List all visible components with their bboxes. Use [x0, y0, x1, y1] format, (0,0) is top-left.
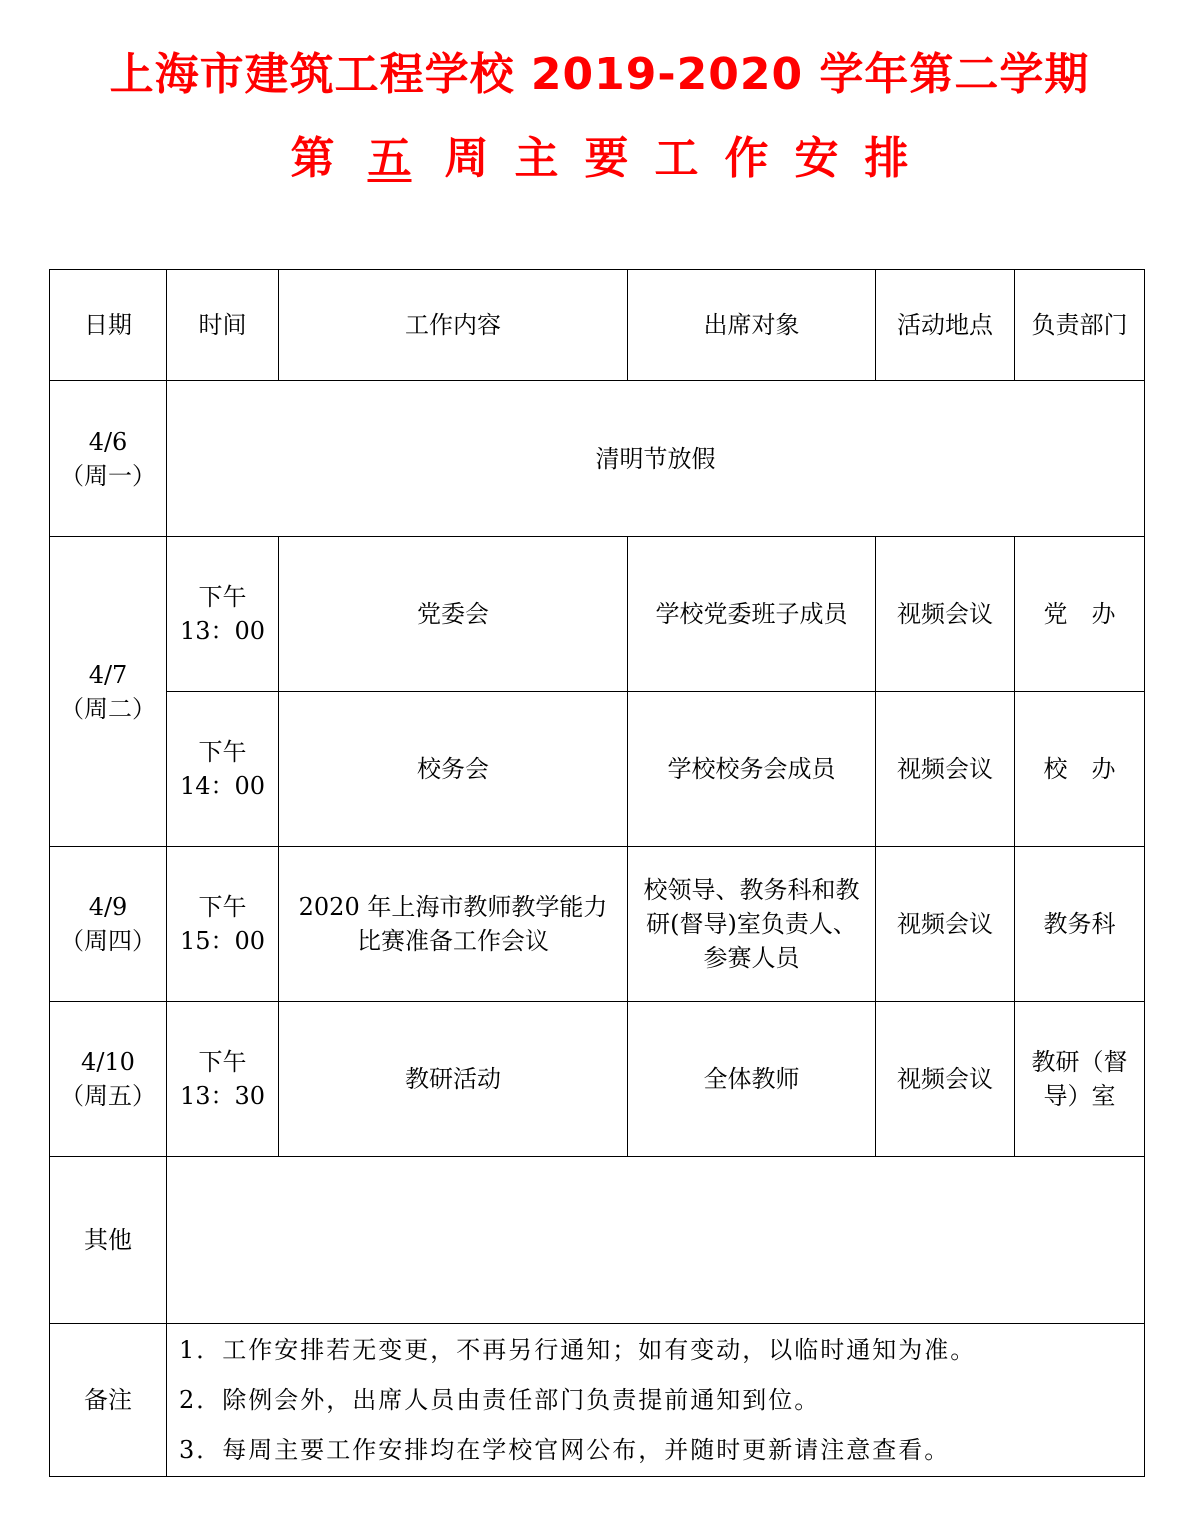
time-value: 13：00: [179, 617, 266, 645]
weekday-value: （周四）: [60, 927, 156, 955]
subtitle-char: 主: [514, 133, 559, 184]
weekday-value: （周一）: [60, 461, 156, 490]
header-department: 负责部门: [1015, 270, 1145, 381]
content-cell: 校务会: [279, 692, 628, 847]
notes-content: [167, 1324, 1145, 1477]
other-label: 其他: [50, 1157, 167, 1324]
schedule-table: [49, 269, 1145, 1477]
time-period: 下午: [198, 1048, 247, 1076]
department-line: 教研（督: [1031, 1048, 1128, 1076]
subtitle-char: 作: [724, 133, 769, 184]
subtitle-char: 要: [584, 133, 629, 184]
content-line: 2020 年上海市教师教学能力: [298, 893, 608, 921]
other-row: [50, 1157, 1145, 1324]
holiday-cell: 清明节放假: [167, 381, 1145, 537]
weekday-value: （周五）: [60, 1082, 156, 1110]
department-cell: 校 办: [1015, 692, 1145, 847]
attendees-cell: 全体教师: [628, 1002, 876, 1157]
header-time: 时间: [167, 270, 279, 381]
table-row: [50, 847, 1145, 1002]
content-cell: 教研活动: [279, 1002, 628, 1157]
date-value: 4/6: [88, 427, 128, 456]
subtitle-prefix: 第: [290, 133, 335, 184]
date-value: 4/9: [88, 893, 128, 921]
subtitle-char: 排: [864, 133, 909, 184]
attendees-line: 参赛人员: [703, 944, 800, 972]
department-cell: 教务科: [1015, 847, 1145, 1002]
time-cell: [167, 1002, 279, 1157]
note-item: 2．除例会外，出席人员由责任部门负责提前通知到位。: [179, 1386, 821, 1414]
content-cell: 党委会: [279, 537, 628, 692]
subtitle-char: 工: [654, 133, 699, 184]
time-value: 13：30: [179, 1082, 266, 1110]
attendees-cell: 学校党委班子成员: [628, 537, 876, 692]
notes-label: 备注: [50, 1324, 167, 1477]
date-value: 4/7: [88, 660, 128, 689]
location-cell: 视频会议: [876, 692, 1015, 847]
content-line: 比赛准备工作会议: [357, 927, 549, 955]
header-content: 工作内容: [279, 270, 628, 381]
location-cell: 视频会议: [876, 537, 1015, 692]
date-value: 4/10: [81, 1048, 135, 1076]
time-period: 下午: [198, 738, 247, 766]
time-cell: [167, 692, 279, 847]
note-item: 3．每周主要工作安排均在学校官网公布，并随时更新请注意查看。: [179, 1436, 951, 1464]
attendees-line: 校领导、教务科和教: [643, 876, 860, 904]
table-header-row: [50, 270, 1145, 381]
attendees-cell: 学校校务会成员: [628, 692, 876, 847]
subtitle-char: 周: [444, 133, 489, 184]
table-row: [50, 692, 1145, 847]
table-row: [50, 537, 1145, 692]
weekday-value: （周二）: [60, 694, 156, 723]
other-value: [167, 1157, 1145, 1324]
notes-row: [50, 1324, 1145, 1477]
date-cell: [50, 381, 167, 537]
time-period: 下午: [198, 583, 247, 611]
department-cell: [1015, 1002, 1145, 1157]
header-date: 日期: [50, 270, 167, 381]
date-cell: [50, 847, 167, 1002]
header-attendees: 出席对象: [628, 270, 876, 381]
page-subtitle: [0, 122, 1199, 186]
table-row: [50, 1002, 1145, 1157]
attendees-line: 研(督导)室负责人、: [646, 910, 857, 938]
date-cell: [50, 537, 167, 847]
time-value: 15：00: [179, 927, 266, 955]
page-title: 上海市建筑工程学校 2019-2020 学年第二学期: [109, 49, 1090, 100]
time-cell: [167, 537, 279, 692]
content-cell: [279, 847, 628, 1002]
time-value: 14：00: [179, 772, 266, 800]
header-location: 活动地点: [876, 270, 1015, 381]
table-row: [50, 381, 1145, 537]
week-number: 五: [367, 133, 412, 184]
department-line: 导）室: [1043, 1082, 1116, 1110]
department-cell: 党 办: [1015, 537, 1145, 692]
location-cell: 视频会议: [876, 847, 1015, 1002]
subtitle-char: 安: [794, 133, 839, 184]
date-cell: [50, 1002, 167, 1157]
attendees-cell: [628, 847, 876, 1002]
location-cell: 视频会议: [876, 1002, 1015, 1157]
note-item: 1．工作安排若无变更，不再另行通知；如有变动，以临时通知为准。: [179, 1336, 977, 1364]
time-period: 下午: [198, 893, 247, 921]
time-cell: [167, 847, 279, 1002]
